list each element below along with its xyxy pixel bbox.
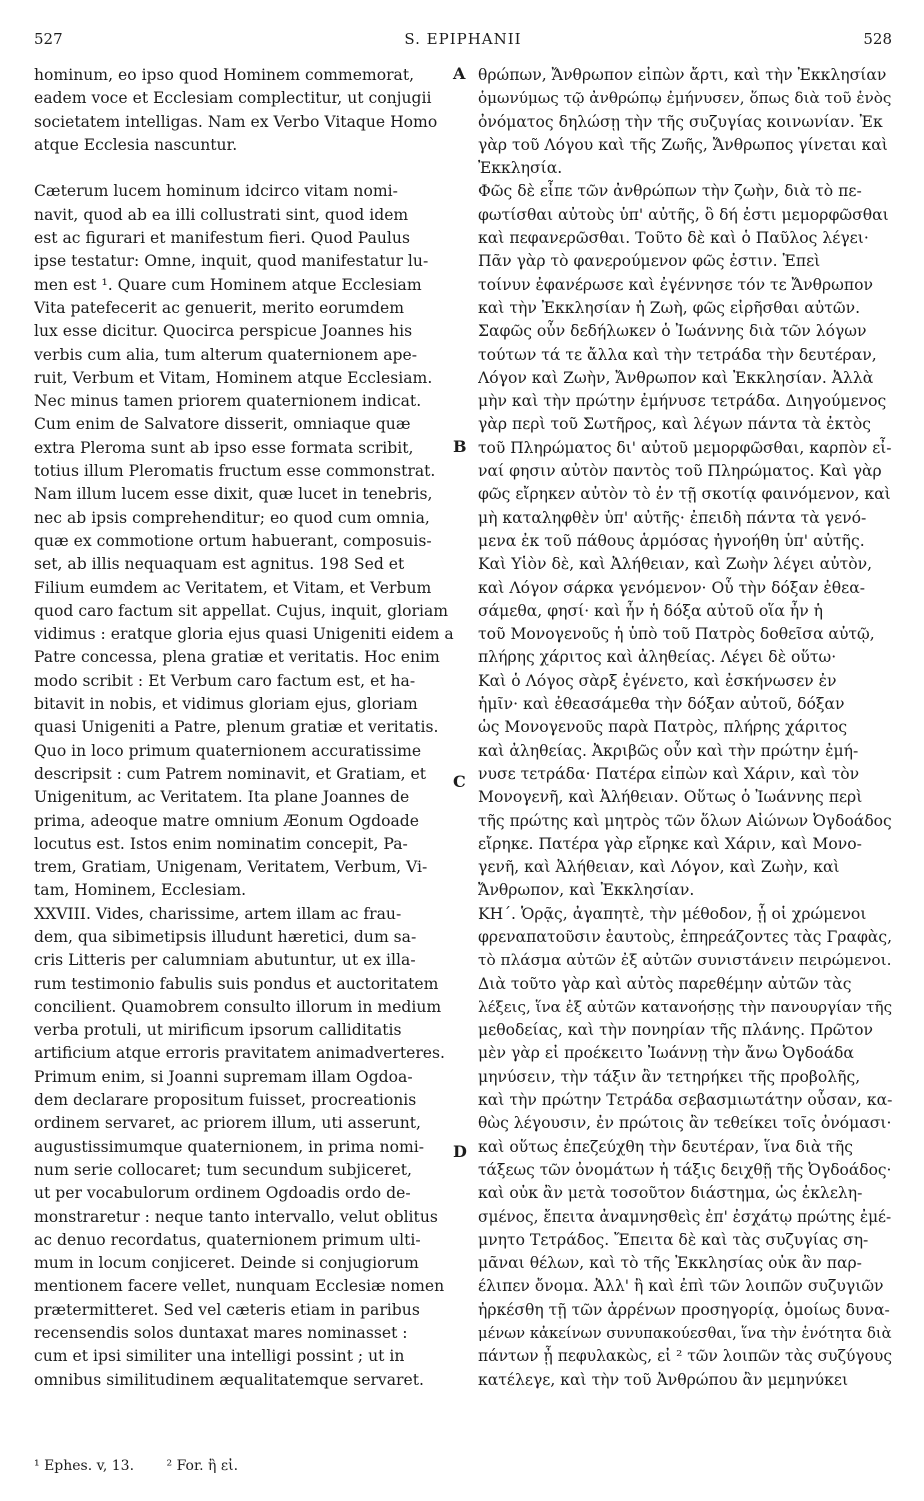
latin-text-line: XXVIII. Vides, charissime, artem illam ac frau-: [34, 904, 402, 923]
latin-text-line: num serie collocaret; tum secundum subjiceret,: [34, 1160, 412, 1179]
latin-text-line: extra Pleroma sunt ab ipso esse formata scribit,: [34, 438, 414, 457]
greek-text-line: ναί φησιν αὐτὸν παντὸς τοῦ Πληρώματος. Καὶ γὰρ: [478, 462, 882, 481]
greek-text-line: τάξεως τῶν ὀνομάτων ἡ τάξις δειχθῇ τῆς Ὀγδοάδος·: [478, 1160, 892, 1179]
greek-column: [478, 64, 892, 1392]
latin-text-line: modo scribit : Et Verbum caro factum est, et ha-: [34, 671, 416, 690]
latin-text-line: nec ab ipsis comprehenditur; eo quod cum omnia,: [34, 508, 430, 527]
greek-text-line: φρεναπατοῦσιν ἑαυτοὺς, ἐπηρεάζοντες τὰς Γραφὰς,: [478, 927, 892, 946]
greek-text-line: γενῆ, καὶ Ἀλήθειαν, καὶ Λόγον, καὶ Ζωὴν, καὶ: [478, 858, 840, 877]
greek-text-line: λέξεις, ἵνα ἐξ αὐτῶν κατανοήσῃς τὴν πανουργίαν τῆς: [478, 997, 892, 1016]
margin-marker-c: C: [453, 772, 466, 791]
greek-text-line: καὶ τὴν πρώτην Τετράδα σεβασμιωτάτην οὖσαν, κα-: [478, 1091, 892, 1110]
greek-text-line: μᾶναι θέλων, καὶ τὸ τῆς Ἐκκλησίας οὐκ ἂν παρ-: [478, 1254, 862, 1273]
greek-text-line: έλιπεν ὄνομα. Ἀλλ' ἢ καὶ ἐπὶ τῶν λοιπῶν συζυγιῶν: [478, 1277, 884, 1296]
latin-text-line: quasi Unigeniti a Patre, plenum gratiæ et veritatis.: [34, 718, 439, 737]
margin-marker-a: A: [453, 64, 466, 83]
greek-text-line: Ἄνθρωπον, καὶ Ἐκκλησίαν.: [478, 881, 695, 900]
latin-text-line: verbis cum alia, tum alterum quaternionem ape-: [34, 345, 417, 364]
greek-text-line: Σαφῶς οὖν δεδήλωκεν ὁ Ἰωάννης διὰ τῶν λόγων: [478, 322, 867, 341]
latin-text-line: Primum enim, si Joanni supremam illam Ogdoa-: [34, 1067, 413, 1086]
greek-text-line: ΚΗ΄. Ὁρᾷς, ἀγαπητὲ, τὴν μέθοδον, ᾗ οἱ χρώμενοι: [478, 904, 867, 923]
greek-text-line: μὴ καταληφθὲν ὑπ' αὐτῆς· ἐπειδὴ πάντα τὰ γενό-: [478, 508, 867, 527]
latin-text-line: dem declarare propositum fuisset, procreationis: [34, 1091, 417, 1110]
page-number-right: 528: [863, 30, 892, 48]
latin-text-line: concilient. Quamobrem consulto illorum in medium: [34, 997, 442, 1016]
greek-text-line: μεθοδείας, καὶ τὴν πονηρίαν τῆς πλάνης. Πρῶτον: [478, 1021, 873, 1040]
latin-text-line: navit, quod ab ea illi collustrati sint, quod idem: [34, 205, 409, 224]
latin-text-line: men est ¹. Quare cum Hominem atque Ecclesiam: [34, 275, 422, 294]
latin-text-line: eadem voce et Ecclesiam complectitur, ut conjugii: [34, 89, 432, 108]
latin-text-line: cris Litteris per calumniam abutuntur, ut ex illa-: [34, 951, 416, 970]
greek-text-line: κατέλεγε, καὶ τὴν τοῦ Ἀνθρώπου ἂν μεμηνύκει: [478, 1370, 849, 1389]
greek-text-line: τοίνυν ἐφανέρωσε καὶ ἐγέννησε τόν τε Ἄνθρωπον: [478, 275, 873, 294]
greek-text-line: τὸ πλάσμα αὐτῶν ἐξ αὐτῶν συνιστάνειν πειρώμενοι.: [478, 951, 892, 970]
latin-text-line: monstraretur : neque tanto intervallo, velut oblitus: [34, 1207, 438, 1226]
latin-text-line: recensendis solos duntaxat mares nominasset :: [34, 1324, 408, 1343]
greek-text-line: τοῦ Πληρώματος δι' αὐτοῦ μεμορφῶσθαι, καρπὸν εἶ-: [478, 438, 892, 457]
latin-text-line: locutus est. Istos enim nominatim concepit, Pa-: [34, 834, 408, 853]
greek-text-line: πάντων ᾖ πεφυλακὼς, εἰ ² τῶν λοιπῶν τὰς συζύγους: [478, 1347, 892, 1366]
greek-text-line: μὲν γὰρ εἰ προέκειτο Ἰωάννῃ τὴν ἄνω Ὀγδοάδα: [478, 1044, 854, 1063]
greek-text-line: Καὶ ὁ Λόγος σὰρξ ἐγένετο, καὶ ἐσκήνωσεν ἐν: [478, 671, 837, 690]
latin-text-line: dem, qua sibimetipsis illudunt hæretici, dum sa-: [34, 927, 417, 946]
latin-text-line: totius illum Pleromatis fructum esse commonstrat.: [34, 462, 436, 481]
latin-text-line: augustissimumque quaternionem, in prima nomi-: [34, 1137, 425, 1156]
greek-text-line: νυσε τετράδα· Πατέρα εἰπὼν καὶ Χάριν, καὶ τὸν: [478, 764, 860, 783]
running-title: S. EPIPHANII: [404, 30, 522, 48]
latin-text-line: prima, adeoque matre omnium Æonum Ogdoade: [34, 811, 419, 830]
latin-text-line: Patre concessa, plena gratiæ et veritatis. Hoc enim: [34, 648, 440, 667]
greek-text-line: ὡς Μονογενοῦς παρὰ Πατρὸς, πλήρης χάριτος: [478, 718, 848, 737]
greek-text-line: τοῦ Μονογενοῦς ἡ ὑπὸ τοῦ Πατρὸς δοθεῖσα αὐτῷ,: [478, 625, 875, 644]
latin-text-line: bitavit in nobis, et vidimus gloriam ejus, gloriam: [34, 695, 418, 714]
latin-text-line: societatem intelligas. Nam ex Verbo Vitaque Homo: [34, 112, 438, 131]
greek-text-line: ὁμωνύμως τῷ ἀνθρώπῳ ἐμήνυσεν, ὅπως διὰ τοῦ ἑνὸς: [478, 89, 892, 108]
greek-text-line: θὼς λέγουσιν, ἐν πρώτοις ἂν τεθείκει τοῖς ὀνόμασι·: [478, 1114, 892, 1133]
latin-text-line: Nam illum lucem esse dixit, quæ lucet in tenebris,: [34, 485, 433, 504]
latin-text-line: atque Ecclesia nascuntur.: [34, 135, 238, 154]
greek-text-line: καὶ πεφανερῶσθαι. Τοῦτο δὲ καὶ ὁ Παῦλος λέγει·: [478, 229, 869, 248]
greek-text-line: ἠρκέσθη τῇ τῶν ἀρρένων προσηγορίᾳ, ὁμοίως δυνα-: [478, 1300, 890, 1319]
greek-text-line: Ἐκκλησία.: [478, 159, 563, 178]
greek-text-line: σμένος, ἔπειτα ἀναμνησθεὶς ἐπ' ἐσχάτῳ πρώτης ἐμέ-: [478, 1207, 892, 1226]
latin-text-line: cum et ipsi similiter una intelligi possint ; ut in: [34, 1347, 405, 1366]
greek-text-line: καὶ οὕτως ἐπεζεύχθη τὴν δευτέραν, ἵνα διὰ τῆς: [478, 1137, 854, 1156]
page-number-left: 527: [34, 30, 63, 48]
latin-text-line: Nec minus tamen priorem quaternionem indicat.: [34, 392, 422, 411]
greek-text-line: φωτίσθαι αὐτοὺς ὑπ' αὐτῆς, ὃ δή ἐστι μεμορφῶσθαι: [478, 205, 889, 224]
greek-text-line: τῆς πρώτης καὶ μητρὸς τῶν ὅλων Αἰώνων Ὀγδοάδος: [478, 811, 892, 830]
latin-text-line: vidimus : eratque gloria ejus quasi Unigeniti eidem a: [34, 625, 454, 644]
latin-text-line: tam, Hominem, Ecclesiam.: [34, 881, 247, 900]
greek-text-line: ἡμῖν· καὶ ἐθεασάμεθα τὴν δόξαν αὐτοῦ, δόξαν: [478, 695, 845, 714]
latin-text-line: rum testimonio fabulis suis pondus et auctoritatem: [34, 974, 439, 993]
greek-text-line: καὶ ἀληθείας. Ἀκριβῶς οὖν καὶ τὴν πρώτην ἐμή-: [478, 741, 859, 760]
greek-text-line: Μονογενῆ, καὶ Ἀλήθειαν. Οὕτως ὁ Ἰωάννης περὶ: [478, 788, 863, 807]
greek-text-line: εἴρηκε. Πατέρα γὰρ εἴρηκε καὶ Χάριν, καὶ Μονο-: [478, 834, 862, 853]
latin-text-line: ac denuo recordatus, quaternionem primum ulti-: [34, 1230, 421, 1249]
latin-text-line: ipse testatur: Omne, inquit, quod manifestatur lu-: [34, 252, 429, 271]
greek-text-line: Διὰ τοῦτο γὰρ καὶ αὐτὸς παρεθέμην αὐτῶν τὰς: [478, 974, 852, 993]
latin-text-line: Quo in loco primum quaternionem accuratissime: [34, 741, 422, 760]
latin-text-line: set, ab illis nequaquam est agnitus. 198 Sed et: [34, 555, 405, 574]
latin-text-line: trem, Gratiam, Unigenam, Veritatem, Verbum, Vi-: [34, 858, 428, 877]
latin-text-line: ruit, Verbum et Vitam, Hominem atque Ecclesiam.: [34, 368, 433, 387]
latin-text-line: artificium atque erroris pravitatem animadverteres.: [34, 1044, 445, 1063]
latin-text-line: mentionem facere vellet, nunquam Ecclesiæ nomen: [34, 1277, 445, 1296]
greek-text-line: φῶς εἴρηκεν αὐτὸν τὸ ἐν τῇ σκοτίᾳ φαινόμενον, καὶ: [478, 485, 891, 504]
greek-text-line: γὰρ περὶ τοῦ Σωτῆρος, καὶ λέγων πάντα τὰ ἐκτὸς: [478, 415, 872, 434]
greek-text-line: θρώπων, Ἄνθρωπον εἰπὼν ἄρτι, καὶ τὴν Ἐκκλησίαν: [478, 66, 887, 84]
latin-text-line: hominum, eo ipso quod Hominem commemorat,: [34, 66, 415, 84]
latin-text-line: [34, 157, 464, 180]
latin-text-line: mum in locum conjiceret. Deinde si conjugiorum: [34, 1254, 419, 1273]
latin-text-line: Cæterum lucem hominum idcirco vitam nomi-: [34, 182, 398, 201]
latin-text-line: ut per vocabulorum ordinem Ogdoadis ordo de-: [34, 1184, 411, 1203]
greek-text-line: σάμεθα, φησί· καὶ ἦν ἡ δόξα αὐτοῦ οἵα ἦν ἡ: [478, 601, 824, 620]
greek-text-line: ὀνόματος δηλώσῃ τὴν τῆς συζυγίας κοινωνίαν. Ἐκ: [478, 112, 883, 131]
greek-text-line: Καὶ Υἱὸν δὲ, καὶ Ἀλήθειαν, καὶ Ζωὴν λέγει αὐτὸν,: [478, 555, 873, 574]
greek-text-line: μηνύσειν, τὴν τάξιν ἂν τετηρήκει τῆς προβολῆς,: [478, 1067, 861, 1086]
greek-text-line: Πᾶν γὰρ τὸ φανερούμενον φῶς ἐστιν. Ἐπεὶ: [478, 252, 821, 271]
latin-text-line: verba protuli, ut mirificum ipsorum calliditatis: [34, 1021, 402, 1040]
latin-text-line: Vita patefecerit ac genuerit, merito eorumdem: [34, 298, 404, 317]
latin-text-line: descripsit : cum Patrem nominavit, et Gratiam, et: [34, 764, 427, 783]
latin-column: [34, 64, 464, 1392]
greek-text-line: γὰρ τοῦ Λόγου καὶ τῆς Ζωῆς, Ἄνθρωπος γίνεται καὶ: [478, 135, 888, 154]
latin-text-line: est ac figurari et manifestum fieri. Quod Paulus: [34, 229, 410, 248]
footnote-2: ² For. ἢ εἰ.: [166, 1458, 239, 1474]
footnote-1: ¹ Ephes. v, 13.: [34, 1458, 135, 1474]
greek-text-line: καὶ τὴν Ἐκκλησίαν ἡ Ζωὴ, φῶς εἰρῆσθαι αὐτῶν.: [478, 298, 861, 317]
greek-text-line: μένων κἀκείνων συνυπακούεσθαι, ἵνα τὴν ἑνότητα διὰ: [478, 1325, 892, 1343]
margin-marker-d: D: [453, 1142, 467, 1161]
greek-text-line: τούτων τά τε ἄλλα καὶ τὴν τετράδα τὴν δευτέραν,: [478, 345, 877, 364]
latin-text-line: ordinem servaret, ac priorem illum, uti asserunt,: [34, 1114, 421, 1133]
latin-text-line: omnibus similitudinem æqualitatemque servaret.: [34, 1370, 424, 1389]
latin-text-line: Cum enim de Salvatore disserit, omniaque quæ: [34, 415, 411, 434]
page-header: [34, 30, 892, 54]
greek-text-line: μενα ἐκ τοῦ πάθους ἁρμόσας ἠγνοήθη ὑπ' αὐτῆς.: [478, 531, 865, 550]
greek-text-line: μνητο Τετράδος. Ἔπειτα δὲ καὶ τὰς συζυγίας ση-: [478, 1230, 869, 1249]
footnotes: [34, 1458, 266, 1474]
greek-text-line: καὶ Λόγον σάρκα γενόμενον· Οὗ τὴν δόξαν ἐθεα-: [478, 578, 866, 597]
greek-text-line: καὶ οὐκ ἂν μετὰ τοσοῦτον διάστημα, ὡς ἐκλελη-: [478, 1184, 863, 1203]
latin-text-line: quod caro factum sit appellat. Cujus, inquit, gloriam: [34, 601, 449, 620]
greek-text-line: Φῶς δὲ εἶπε τῶν ἀνθρώπων τὴν ζωὴν, διὰ τὸ πε-: [478, 182, 862, 201]
latin-text-line: Filium eumdem ac Veritatem, et Vitam, et Verbum: [34, 578, 432, 597]
latin-text-line: Unigenitum, ac Veritatem. Ita plane Joannes de: [34, 788, 410, 807]
greek-text-line: πλήρης χάριτος καὶ ἀληθείας. Λέγει δὲ οὕτω·: [478, 648, 837, 667]
greek-text-line: Λόγον καὶ Ζωὴν, Ἄνθρωπον καὶ Ἐκκλησίαν. Ἀλλὰ: [478, 368, 874, 387]
latin-text-line: quæ ex commotione ortum habuerant, composuis-: [34, 531, 432, 550]
latin-text-line: lux esse dicitur. Quocirca perspicue Joannes his: [34, 322, 413, 341]
margin-marker-b: B: [453, 437, 467, 456]
latin-text-line: prætermitteret. Sed vel cæteris etiam in paribus: [34, 1300, 420, 1319]
greek-text-line: μὴν καὶ τὴν πρώτην ἐμήνυσε τετράδα. Διηγούμενος: [478, 392, 887, 411]
